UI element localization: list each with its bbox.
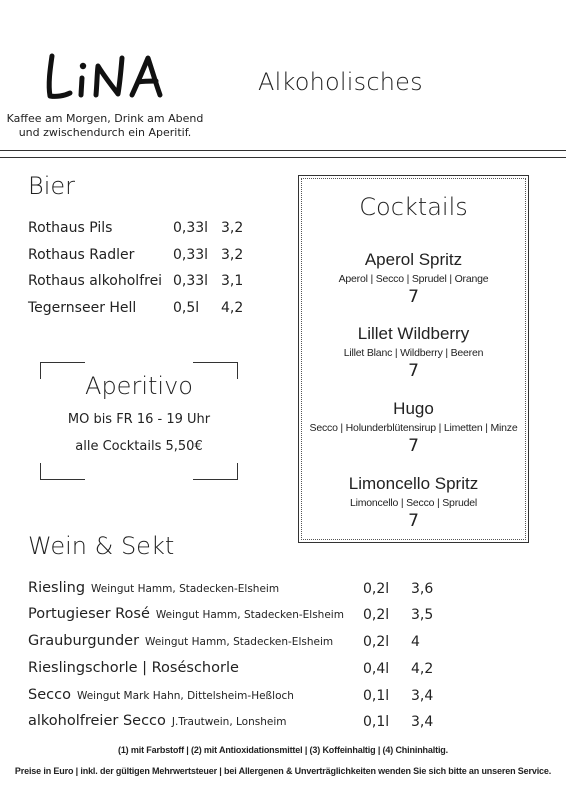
beer-row xyxy=(28,220,258,240)
wine-producer: Weingut Mark Hahn, Dittelsheim-Heßloch xyxy=(76,690,294,702)
beer-row xyxy=(28,273,258,293)
beer-volume: 0,33l xyxy=(173,273,209,289)
wine-name: Riesling xyxy=(28,580,86,596)
cocktail-item xyxy=(299,398,528,456)
cocktail-name: Hugo xyxy=(393,399,434,418)
wine-price: 4,2 xyxy=(411,661,434,677)
wine-name: alkoholfreier Secco xyxy=(28,713,166,729)
cocktail-price: 7 xyxy=(408,511,419,531)
wine-name-wrap xyxy=(28,713,287,729)
tagline-line-2: und zwischendurch ein Aperitif. xyxy=(18,126,192,139)
wine-producer: Weingut Hamm, Stadecken-Elsheim xyxy=(91,583,280,595)
cocktail-name: Lillet Wildberry xyxy=(357,324,470,343)
beer-name: Tegernseer Hell xyxy=(28,300,137,316)
wine-name-wrap xyxy=(28,687,294,703)
wine-volume: 0,2l xyxy=(363,581,390,597)
beer-section-title: Bier xyxy=(28,172,76,200)
wine-price: 4 xyxy=(411,634,420,650)
cocktail-price: 7 xyxy=(408,287,419,307)
beer-price: 3,2 xyxy=(221,247,244,263)
wine-row xyxy=(28,660,448,682)
aperitivo-hours: MO bis FR 16 - 19 Uhr xyxy=(67,412,211,427)
wine-volume: 0,4l xyxy=(363,661,390,677)
wine-volume: 0,1l xyxy=(363,714,390,730)
wine-name: Secco xyxy=(28,687,71,703)
wine-row xyxy=(28,606,448,628)
wine-name: Rieslingschorle | Roséschorle xyxy=(28,660,239,676)
wine-producer: Weingut Hamm, Stadecken-Elsheim xyxy=(145,636,334,648)
wine-name-wrap xyxy=(28,633,333,649)
cocktail-item xyxy=(299,473,528,531)
aperitivo-offer: alle Cocktails 5,50€ xyxy=(75,439,203,454)
cocktails-title: Cocktails xyxy=(359,193,468,221)
beer-row xyxy=(28,247,258,267)
wine-price: 3,4 xyxy=(411,714,434,730)
cocktail-name: Limoncello Spritz xyxy=(348,474,479,493)
beer-volume: 0,33l xyxy=(173,220,209,236)
cocktail-price: 7 xyxy=(408,436,419,456)
wine-name-wrap xyxy=(28,580,279,596)
additives-note: (1) mit Farbstoff | (2) mit Antioxidationsmittel | (3) Koffeinhaltig | (4) Chininhaltig. xyxy=(117,745,448,755)
lina-logo xyxy=(0,50,210,106)
page-title: Alkoholisches xyxy=(258,68,423,96)
wine-section-title: Wein & Sekt xyxy=(28,532,175,560)
aperitivo-title: Aperitivo xyxy=(85,372,193,400)
wine-producer: J.Trautwein, Lonsheim xyxy=(171,716,287,728)
wine-producer: Weingut Hamm, Stadecken-Elsheim xyxy=(155,609,344,621)
tagline-line-1: Kaffee am Morgen, Drink am Abend xyxy=(6,112,204,125)
corner-bracket xyxy=(193,463,238,480)
beer-name: Rothaus Radler xyxy=(28,247,135,263)
corner-bracket xyxy=(40,463,85,480)
brand-block xyxy=(0,50,210,140)
wine-row xyxy=(28,713,448,735)
beer-row xyxy=(28,300,258,320)
wine-name-wrap xyxy=(28,660,239,676)
legal-note: Preise in Euro | inkl. der gültigen Mehrwertsteuer | bei Allergenen & Unverträglichkeiten wenden Sie sich bitte an unseren Service. xyxy=(14,766,552,776)
cocktail-ingredients: Lillet Blanc | Wildberry | Beeren xyxy=(343,347,484,359)
beer-price: 4,2 xyxy=(221,300,244,316)
cocktail-item xyxy=(299,249,528,307)
wine-price: 3,4 xyxy=(411,688,434,704)
beer-price: 3,2 xyxy=(221,220,244,236)
lina-logo-mark xyxy=(40,50,170,106)
wine-volume: 0,2l xyxy=(363,607,390,623)
cocktail-ingredients: Limoncello | Secco | Sprudel xyxy=(349,497,478,509)
beer-name: Rothaus alkoholfrei xyxy=(28,273,163,289)
wine-row xyxy=(28,580,448,602)
wine-row xyxy=(28,633,448,655)
wine-name: Grauburgunder xyxy=(28,633,140,649)
beer-volume: 0,33l xyxy=(173,247,209,263)
wine-volume: 0,1l xyxy=(363,688,390,704)
wine-name-wrap xyxy=(28,606,344,622)
header-divider-bottom xyxy=(0,157,566,158)
cocktail-price: 7 xyxy=(408,361,419,381)
beer-price: 3,1 xyxy=(221,273,244,289)
cocktail-item xyxy=(299,323,528,381)
wine-volume: 0,2l xyxy=(363,634,390,650)
wine-name: Portugieser Rosé xyxy=(28,606,150,622)
cocktail-ingredients: Secco | Holunderblütensirup | Limetten | Minze xyxy=(309,422,518,434)
aperitivo-box xyxy=(40,362,238,480)
beer-name: Rothaus Pils xyxy=(28,220,113,236)
beer-volume: 0,5l xyxy=(173,300,200,316)
cocktail-ingredients: Aperol | Secco | Sprudel | Orange xyxy=(338,273,489,285)
wine-row xyxy=(28,687,448,709)
wine-price: 3,5 xyxy=(411,607,434,623)
wine-price: 3,6 xyxy=(411,581,434,597)
cocktail-name: Aperol Spritz xyxy=(364,250,463,269)
header-divider-top xyxy=(0,150,566,151)
cocktail-box xyxy=(298,175,529,543)
